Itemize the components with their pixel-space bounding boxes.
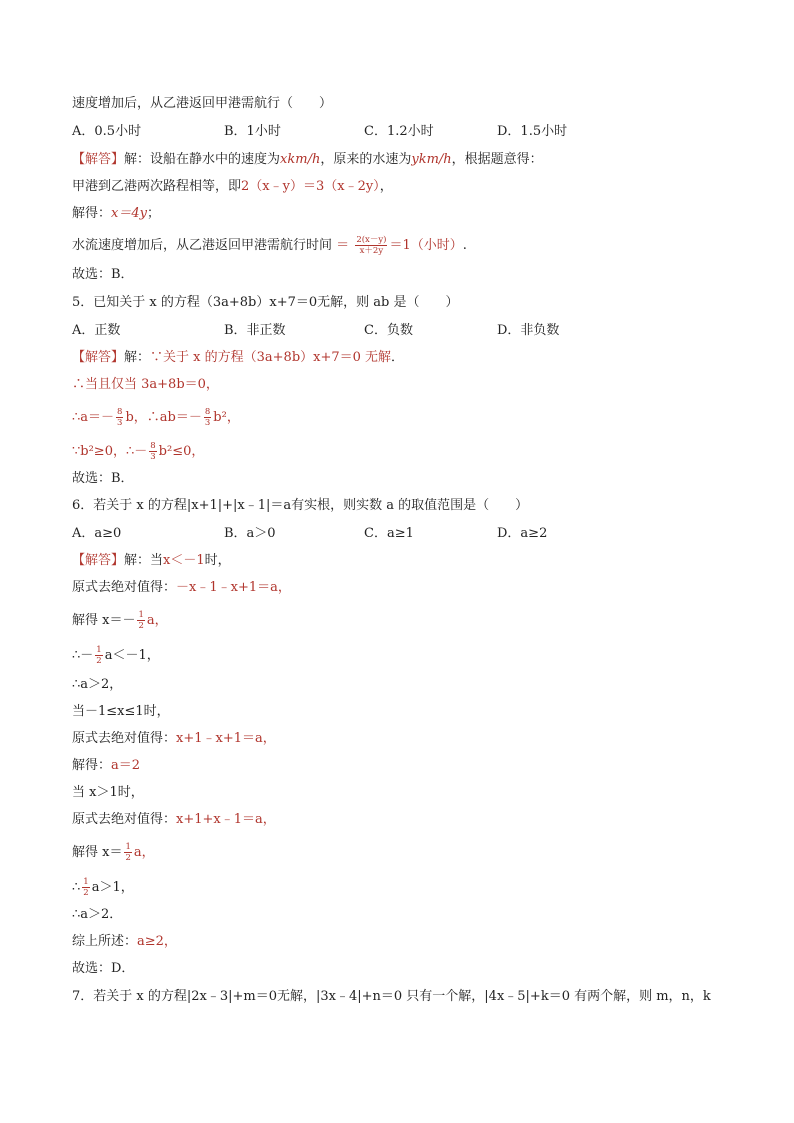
q4-options (72, 123, 732, 141)
q4-option-c: C．1.2小时 (364, 124, 434, 139)
q6-solution-line-7: 原式去绝对值得：x+1﹣x+1＝a， (72, 731, 276, 746)
q6-solution-line-1: 【解答】解：当x＜－1时， (72, 553, 231, 568)
q5-solution-line-1: 【解答】解：∵关于 x 的方程（3a+8b）x+7＝0 无解． (72, 350, 405, 365)
q4-option-a: A．0.5小时 (72, 124, 142, 139)
q4-option-d: D．1.5小时 (497, 124, 568, 139)
q6-solution-line-5: ∴a＞2， (72, 677, 123, 692)
q6-solution-line-9: 当 x＞1时， (72, 785, 144, 800)
answer-tag: 【解答】 (72, 350, 125, 365)
q6-solution-line-12: ∴ $\frac{1}{2}$ a＞1， (72, 877, 134, 898)
q5-option-c: C．负数 (364, 323, 413, 338)
answer-tag: 【解答】 (72, 152, 125, 167)
q5-solution-line-3: ∴a＝－ $\frac{8}{3}$ b，∴ab＝－ $\frac{8}{3}$ b²， (72, 407, 240, 428)
fraction: $\frac{1}{2}$ (96, 645, 102, 666)
q6-solution-line-3: 解得 x＝－ $\frac{1}{2}$ a， (72, 610, 168, 631)
q6-solution-line-2: 原式去绝对值得：－x﹣1﹣x+1＝a， (72, 580, 291, 595)
q6-solution-line-10: 原式去绝对值得：x+1+x﹣1＝a， (72, 812, 276, 827)
q5-options (72, 322, 732, 340)
fraction: $\frac{1}{2}$ (138, 610, 144, 631)
q4-stem: 速度增加后，从乙港返回甲港需航行（ ） (72, 96, 333, 111)
q4-solution-line-2: 甲港到乙港两次路程相等，即2（x﹣y）＝3（x﹣2y）， (72, 179, 393, 194)
q6-solution-line-4: ∴－ $\frac{1}{2}$ a＜－1， (72, 645, 160, 666)
q6-stem: 6．若关于 x 的方程|x+1|+|x﹣1|＝a有实根，则实数 a 的取值范围是（ ） (72, 498, 529, 513)
q6-solution-line-8: 解得：a＝2 (72, 758, 141, 773)
q6-option-b: B．a＞0 (224, 526, 276, 541)
fraction: $\frac{2(x-y)}{x+2y}$ (356, 235, 387, 256)
fraction: $\frac{1}{2}$ (125, 842, 131, 863)
q4-option-b: B．1小时 (224, 124, 281, 139)
fraction: $\frac{8}{3}$ (204, 407, 211, 428)
q4-solution-line-3: 解得：x＝4y； (72, 206, 160, 221)
q6-choice: 故选：D． (72, 961, 135, 976)
q6-solution-line-11: 解得 x＝ $\frac{1}{2}$ a， (72, 842, 155, 863)
q5-solution-line-4: ∵b²≥0，∴－ $\frac{8}{3}$ b²≤0， (72, 441, 205, 462)
q6-options (72, 525, 732, 543)
q7-stem: 7．若关于 x 的方程|2x﹣3|+m＝0无解，|3x﹣4|+n＝0 只有一个解，|4x﹣5|+k＝0 有两个解，则 m，n，k (72, 989, 711, 1004)
fraction: $\frac{8}{3}$ (150, 441, 156, 462)
q5-choice: 故选：B． (72, 471, 134, 486)
q5-stem: 5．已知关于 x 的方程（3a+8b）x+7＝0无解，则 ab 是（ ） (72, 295, 459, 310)
fraction: $\frac{1}{2}$ (83, 877, 89, 898)
q6-option-d: D．a≥2 (497, 526, 548, 541)
answer-tag: 【解答】 (72, 553, 125, 568)
q5-option-d: D．非负数 (497, 323, 560, 338)
q4-choice: 故选：B． (72, 267, 134, 282)
q5-option-a: A．正数 (72, 323, 121, 338)
q6-solution-line-6: 当－1≤x≤1时， (72, 704, 170, 719)
q6-option-c: C．a≥1 (364, 526, 414, 541)
q5-option-b: B．非正数 (224, 323, 286, 338)
q4-solution-line-1: 【解答】解：设船在静水中的速度为xkm/h，原来的水速为ykm/h，根据题意得： (72, 152, 543, 167)
q4-solution-line-4: 水流速度增加后，从乙港返回甲港需航行时间 ＝ $\frac{2(x-y)}{x+2y}$ ＝1（小时）. (72, 235, 467, 256)
q6-option-a: A．a≥0 (72, 526, 122, 541)
q6-solution-line-14: 综上所述：a≥2， (72, 934, 177, 949)
q5-solution-line-2: ∴当且仅当 3a+8b＝0， (72, 377, 219, 392)
q6-solution-line-13: ∴a＞2． (72, 907, 123, 922)
fraction: $\frac{8}{3}$ (117, 407, 123, 428)
